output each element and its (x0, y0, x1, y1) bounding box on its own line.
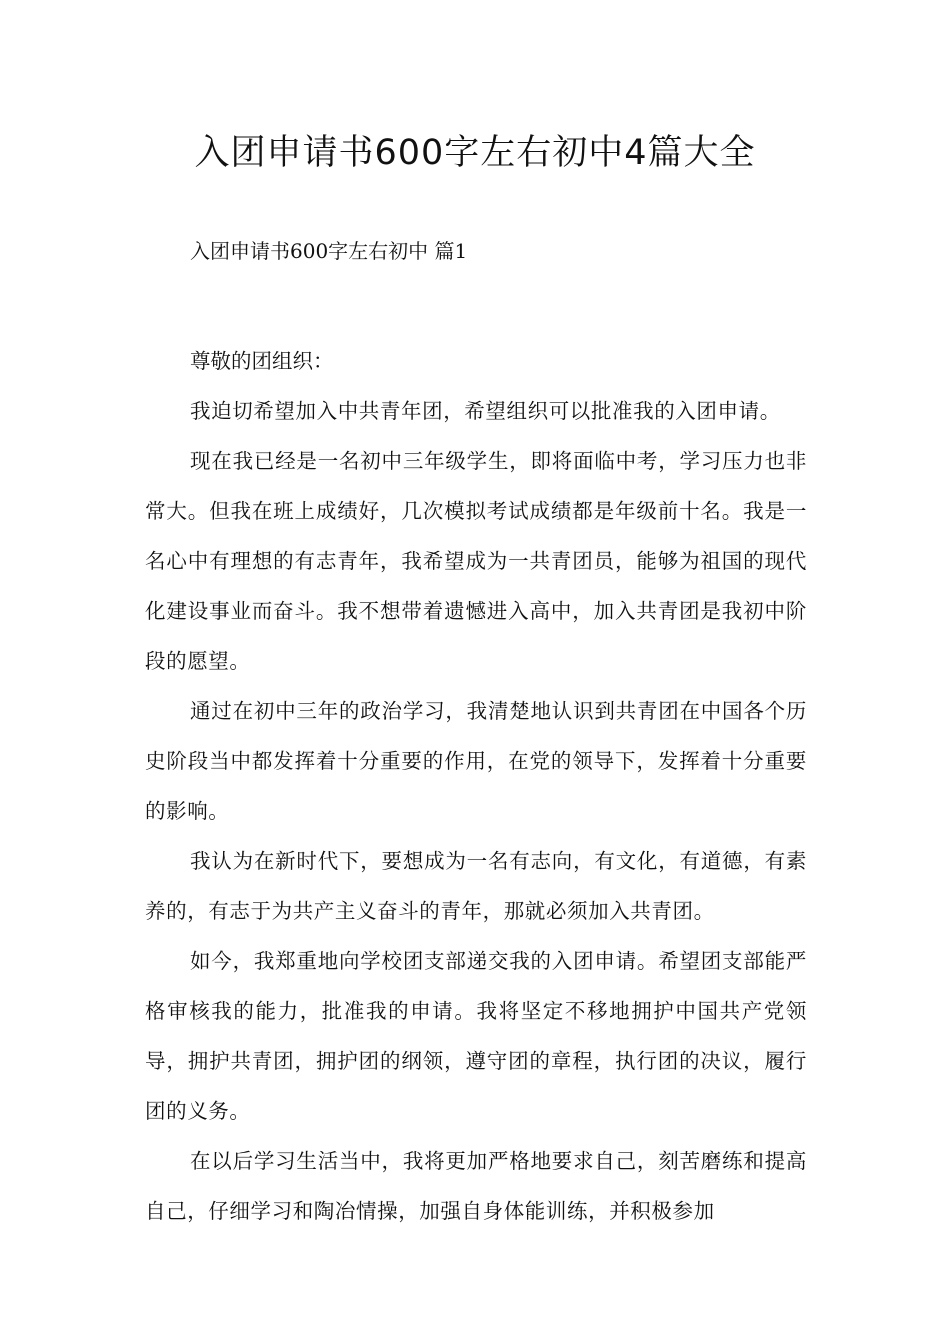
paragraph-1: 我迫切希望加入中共青年团，希望组织可以批准我的入团申请。 (190, 399, 781, 423)
paragraph-2: 现在我已经是一名初中三年级学生，即将面临中考，学习压力也非常大。但我在班上成绩好，几次模拟考试成绩都是年级前十名。我是一名心中有理想的有志青年，我希望成为一共青团员，能够为祖国的现代化建设事业而奋斗。我不想带着遗憾进入高中，加入共青团是我初中阶段的愿望。 (145, 449, 807, 673)
section-heading: 入团申请书600字左右初中 篇1 (190, 239, 468, 263)
document-title: 入团申请书600字左右初中4篇大全 (194, 133, 756, 173)
paragraph-6: 在以后学习生活当中，我将更加严格地要求自己，刻苦磨练和提高自己，仔细学习和陶冶情操，加强自身体能训练，并积极参加 (145, 1149, 807, 1223)
paragraph-3: 通过在初中三年的政治学习，我清楚地认识到共青团在中国各个历史阶段当中都发挥着十分重要的作用，在党的领导下，发挥着十分重要的影响。 (145, 699, 807, 823)
paragraph-5: 如今，我郑重地向学校团支部递交我的入团申请。希望团支部能严格审核我的能力，批准我的申请。我将坚定不移地拥护中国共产党领导，拥护共青团，拥护团的纲领，遵守团的章程，执行团的决议，履行团的义务。 (145, 949, 807, 1123)
greeting: 尊敬的团组织： (190, 349, 334, 373)
paragraph-4: 我认为在新时代下，要想成为一名有志向，有文化，有道德，有素养的，有志于为共产主义奋斗的青年，那就必须加入共青团。 (145, 849, 807, 923)
document-body (145, 336, 807, 1236)
